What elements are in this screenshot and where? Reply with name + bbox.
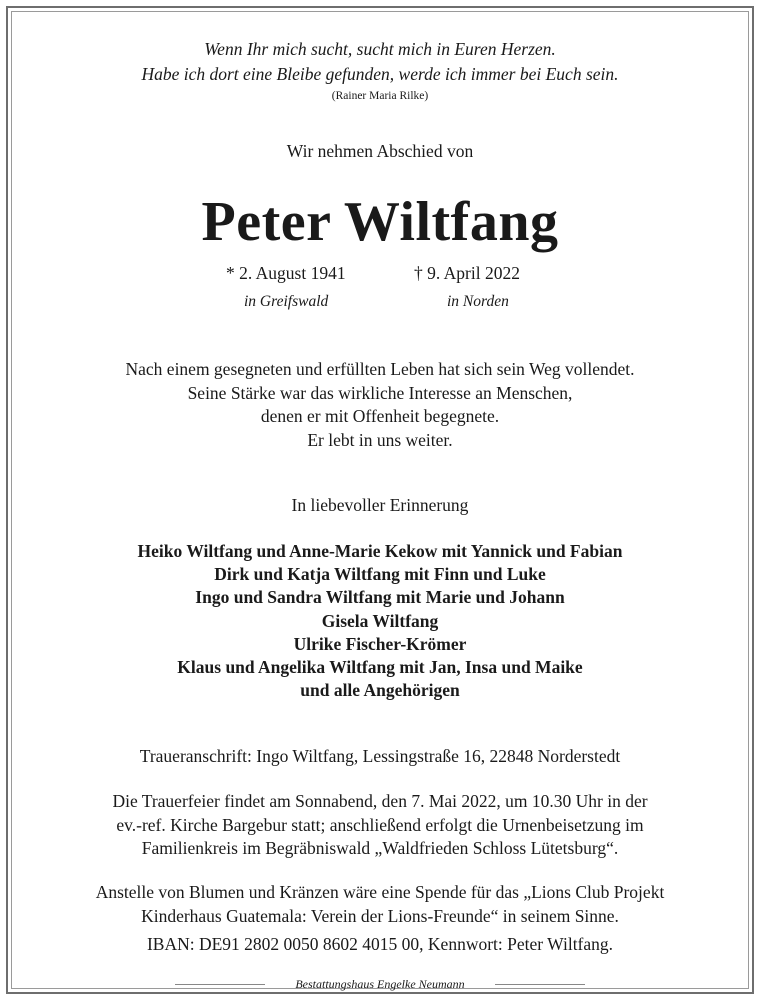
death-date: † 9. April 2022 [414,263,520,283]
deceased-name: Peter Wiltfang [201,191,559,253]
funeral-service-info [0,790,760,861]
donation-info [0,881,760,928]
tribute-text [0,358,760,452]
mourning-address: Traueranschrift: Ingo Wiltfang, Lessingstraße 16, 22848 Norderstedt [139,746,621,766]
mourner: Ingo und Sandra Wiltfang mit Marie und Johann [195,587,565,608]
mourner: Gisela Wiltfang [321,610,439,631]
mourner: Dirk und Katja Wiltfang mit Finn und Luke [214,564,546,585]
tribute-line: Seine Stärke war das wirkliche Interesse an Menschen, [187,382,573,403]
tribute-line: Er lebt in uns weiter. [307,429,453,450]
motto-author: (Rainer Maria Rilke) [331,90,429,102]
service-line: Familienkreis im Begräbniswald „Waldfrieden Schloss Lütetsburg“. [141,838,619,858]
birth-date: * 2. August 1941 [226,263,346,283]
memory-intro: In liebevoller Erinnerung [291,495,469,515]
tribute-line: Nach einem gesegneten und erfüllten Leben hat sich sein Weg vollendet. [125,359,635,379]
iban-info: IBAN: DE91 2802 0050 8602 4015 00, Kennwort: Peter Wiltfang. [146,934,614,954]
donation-line: Kinderhaus Guatemala: Verein der Lions-Freunde“ in seinem Sinne. [141,905,619,926]
motto-quote [0,37,760,87]
tribute-line: denen er mit Offenheit begegnete. [260,406,500,426]
funeral-home-footer: Bestattungshaus Engelke Neumann [295,977,465,991]
service-line: ev.-ref. Kirche Bargebur statt; anschließend erfolgt die Urnenbeisetzung im [116,814,644,835]
mourner: Klaus und Angelika Wiltfang mit Jan, Insa und Maike [177,657,583,678]
mourner: und alle Angehörigen [300,680,460,701]
service-line: Die Trauerfeier findet am Sonnabend, den 7. Mai 2022, um 10.30 Uhr in der [112,791,648,811]
mourners-list [0,540,760,702]
motto-line: Wenn Ihr mich sucht, sucht mich in Euren Herzen. [204,39,556,59]
donation-line: Anstelle von Blumen und Kränzen wäre eine Spende für das „Lions Club Projekt [95,882,665,902]
mourner: Heiko Wiltfang und Anne-Marie Kekow mit Yannick und Fabian [137,541,623,561]
mourner: Ulrike Fischer-Krömer [293,633,467,654]
farewell-intro: Wir nehmen Abschied von [286,141,474,161]
birth-place: in Greifswald [244,293,329,310]
death-place: in Norden [447,293,509,310]
motto-line: Habe ich dort eine Bleibe gefunden, werde ich immer bei Euch sein. [141,64,619,84]
